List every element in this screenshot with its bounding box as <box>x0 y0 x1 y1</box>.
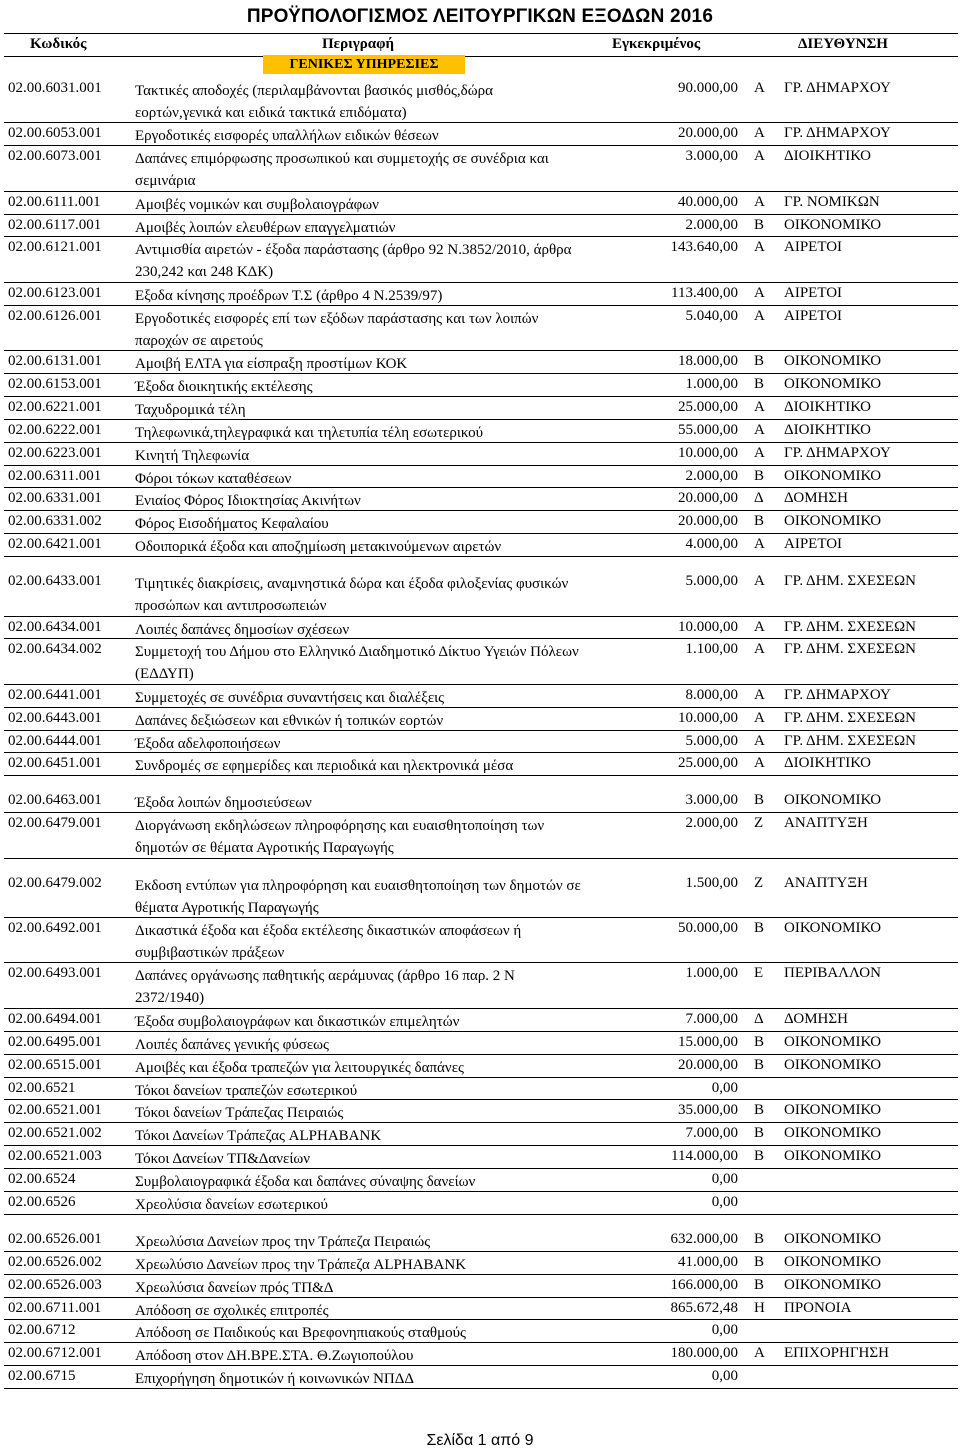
row-category: Η <box>754 1299 765 1316</box>
row-amount: 7.000,00 <box>685 1125 738 1142</box>
row-category: Ε <box>754 965 764 982</box>
row-description: Φόροι τόκων καταθέσεων <box>135 470 292 487</box>
row-directorate: ΔΙΟΙΚΗΤΙΚΟ <box>784 421 871 438</box>
row-amount: 113.400,00 <box>671 284 738 301</box>
row-code: 02.00.6526.001 <box>8 1230 102 1247</box>
row-description: Τιμητικές διακρίσεις, αναμνηστικά δώρα και έξοδα φιλοξενίας φυσικών προσώπων και αντιπροσωπειών <box>135 576 569 615</box>
row-category: Α <box>754 421 765 438</box>
row-divider <box>4 1214 958 1215</box>
row-directorate: ΔΙΟΙΚΗΤΙΚΟ <box>784 148 871 165</box>
row-code: 02.00.6526 <box>8 1193 76 1210</box>
budget-table-body <box>0 78 960 1389</box>
row-amount: 5.040,00 <box>685 307 738 324</box>
row-description: Αντιμισθία αιρετών - έξοδα παράστασης (άρθρο 92 Ν.3852/2010, άρθρα 230,242 και 248 ΚΔΚ) <box>135 242 572 281</box>
row-amount: 10.000,00 <box>678 618 738 635</box>
table-row <box>0 731 960 754</box>
row-code: 02.00.6331.001 <box>8 490 102 507</box>
row-description: Χρεωλύσιο Δανείων προς την Τράπεζα ALPHABANK <box>135 1256 467 1273</box>
row-directorate: ΑΝΑΠΤΥΞΗ <box>784 815 868 832</box>
row-code: 02.00.6479.002 <box>8 874 102 891</box>
table-row <box>0 283 960 306</box>
table-row <box>0 1009 960 1032</box>
row-directorate: ΓΡ. ΔΗΜΑΡΧΟΥ <box>784 444 891 461</box>
row-description: Έξοδα συμβολαιογράφων και δικαστικών επιμελητών <box>135 1013 460 1030</box>
row-description: Εκδοση εντύπων για πληροφόρηση και ευαισθητοποίηση των δημοτών σε θέματα Αγροτικής Παραγωγής <box>135 877 581 916</box>
row-amount: 114.000,00 <box>671 1148 738 1165</box>
row-code: 02.00.6126.001 <box>8 307 102 324</box>
row-code: 02.00.6495.001 <box>8 1033 102 1050</box>
row-amount: 10.000,00 <box>678 709 738 726</box>
table-row <box>0 1100 960 1123</box>
row-category: Β <box>754 1253 765 1270</box>
row-directorate: ΑΙΡΕΤΟΙ <box>784 307 843 324</box>
row-description: Χρεωλύσια Δανείων προς την Τράπεζα Πειραιώς <box>135 1233 431 1250</box>
row-description: Τόκοι Δανείων Τράπεζας ALPHABANK <box>135 1128 382 1145</box>
row-directorate: ΟΙΚΟΝΟΜΙΚΟ <box>784 1230 882 1247</box>
row-code: 02.00.6526.002 <box>8 1253 102 1270</box>
row-category: Α <box>754 148 765 165</box>
table-row <box>0 1192 960 1215</box>
table-row <box>0 443 960 466</box>
table-row <box>0 1275 960 1298</box>
row-description: Εργοδοτικές εισφορές επί των εξόδων παράστασης και των λοιπών παροχών σε αιρετούς <box>135 310 539 349</box>
row-code: 02.00.6715 <box>8 1368 76 1385</box>
row-amount: 18.000,00 <box>678 353 738 370</box>
row-directorate: ΔΟΜΗΣΗ <box>784 1010 848 1027</box>
row-directorate: ΟΙΚΟΝΟΜΙΚΟ <box>784 353 882 370</box>
table-row <box>0 1252 960 1275</box>
row-amount: 1.000,00 <box>685 965 738 982</box>
page-title: ΠΡΟΫΠΟΛΟΓΙΣΜΟΣ ΛΕΙΤΟΥΡΓΙΚΩΝ ΕΞΟΔΩΝ 2016 <box>246 6 714 27</box>
table-row <box>0 511 960 534</box>
table-row <box>0 685 960 708</box>
row-directorate: ΓΡ. ΔΗΜΑΡΧΟΥ <box>784 686 891 703</box>
row-description: Λοιπές δαπάνες γενικής φύσεως <box>135 1036 329 1053</box>
row-amount: 632.000,00 <box>670 1230 738 1247</box>
table-row <box>0 790 960 813</box>
row-category: Β <box>754 513 765 530</box>
row-directorate: ΟΙΚΟΝΟΜΙΚΟ <box>784 1033 882 1050</box>
row-directorate: ΟΙΚΟΝΟΜΙΚΟ <box>784 1102 882 1119</box>
row-directorate: ΟΙΚΟΝΟΜΙΚΟ <box>784 1056 882 1073</box>
row-code: 02.00.6434.001 <box>8 618 102 635</box>
table-row <box>0 306 960 351</box>
row-description: Αμοιβή ΕΛΤΑ για είσπραξη προστίμων ΚΟΚ <box>135 356 408 373</box>
row-code: 02.00.6451.001 <box>8 755 102 772</box>
row-directorate: ΑΙΡΕΤΟΙ <box>784 239 843 256</box>
row-description: Αμοιβές και έξοδα τραπεζών για λειτουργικές δαπάνες <box>135 1059 464 1076</box>
row-category: Α <box>754 398 765 415</box>
row-category: Β <box>754 920 765 937</box>
table-row <box>0 192 960 215</box>
row-description: Λοιπές δαπάνες δημοσίων σχέσεων <box>135 621 350 638</box>
row-amount: 143.640,00 <box>670 239 738 256</box>
row-description: Τακτικές αποδοχές (περιλαμβάνονται βασικός μισθός,δώρα εορτών,γενικά και ειδικά τακτικά επιδόματα) <box>135 83 493 121</box>
row-description: Συμμετοχή του Δήμου στο Ελληνικό Διαδημοτικό Δίκτυο Υγειών Πόλεων (ΕΔΔΥΠ) <box>135 644 579 683</box>
row-code: 02.00.6434.002 <box>8 641 102 658</box>
row-description: Εξοδα κίνησης προέδρων Τ.Σ (άρθρο 4 Ν.2539/97) <box>135 287 443 304</box>
row-code: 02.00.6311.001 <box>8 467 102 484</box>
row-directorate: ΟΙΚΟΝΟΜΙΚΟ <box>784 216 882 233</box>
row-amount: 20.000,00 <box>678 513 738 530</box>
row-description: Έξοδα αδελφοποιήσεων <box>135 735 281 752</box>
row-amount: 20.000,00 <box>678 125 738 142</box>
row-description: Τηλεφωνικά,τηλεγραφικά και τηλετυπία τέλη εσωτερικού <box>135 424 484 441</box>
row-directorate: ΓΡ. ΔΗΜΑΡΧΟΥ <box>784 125 891 142</box>
row-description: Απόδοση στον ΔΗ.ΒΡΕ.ΣΤΑ. Θ.Ζωγιοπούλου <box>135 1348 414 1365</box>
row-directorate: ΟΙΚΟΝΟΜΙΚΟ <box>784 1125 882 1142</box>
row-description: Οδοιπορικά έξοδα και αποζημίωση μετακινούμενων αιρετών <box>135 539 502 556</box>
row-code: 02.00.6221.001 <box>8 398 102 415</box>
row-description: Εργοδοτικές εισφορές υπαλλήλων ειδικών θέσεων <box>135 128 439 145</box>
table-row <box>0 78 960 123</box>
table-row <box>0 1055 960 1078</box>
row-amount: 8.000,00 <box>685 686 738 703</box>
row-category: Α <box>754 573 765 590</box>
row-category: Α <box>754 755 765 772</box>
row-directorate: ΑΙΡΕΤΟΙ <box>784 284 843 301</box>
row-amount: 7.000,00 <box>685 1010 738 1027</box>
row-description: Χρεολύσια δανείων εσωτερικού <box>135 1196 328 1213</box>
row-category: Α <box>754 284 765 301</box>
row-directorate: ΟΙΚΟΝΟΜΙΚΟ <box>784 920 882 937</box>
row-description: Συνδρομές σε εφημερίδες και περιοδικά και ηλεκτρονικά μέσα <box>135 758 514 775</box>
row-description: Δικαστικά έξοδα και έξοδα εκτέλεσης δικαστικών αποφάσεων ή συμβιβαστικών πράξεων <box>135 923 522 962</box>
row-code: 02.00.6463.001 <box>8 792 102 809</box>
row-divider <box>4 556 958 557</box>
row-directorate: ΓΡ. ΔΗΜ. ΣΧΕΣΕΩΝ <box>784 573 916 590</box>
row-amount: 20.000,00 <box>678 490 738 507</box>
row-category: Α <box>754 536 765 553</box>
row-amount: 0,00 <box>711 1368 738 1385</box>
header-code: Κωδικός <box>30 36 87 52</box>
row-description: Τόκοι δανείων τραπεζών εσωτερικού <box>135 1082 358 1099</box>
header-description: Περιγραφή <box>322 36 395 52</box>
row-code: 02.00.6421.001 <box>8 536 102 553</box>
table-row <box>0 1229 960 1252</box>
row-directorate: ΔΟΜΗΣΗ <box>784 490 848 507</box>
row-description: Απόδοση σε σχολικές επιτροπές <box>135 1302 329 1319</box>
table-row <box>0 397 960 420</box>
row-code: 02.00.6223.001 <box>8 444 102 461</box>
row-amount: 0,00 <box>711 1193 738 1210</box>
row-code: 02.00.6123.001 <box>8 284 102 301</box>
row-category: Α <box>754 239 765 256</box>
row-description: Φόρος Εισοδήματος Κεφαλαίου <box>135 516 329 533</box>
row-directorate: ΟΙΚΟΝΟΜΙΚΟ <box>784 513 882 530</box>
table-row <box>0 1146 960 1169</box>
row-amount: 2.000,00 <box>685 216 738 233</box>
row-description: Συμμετοχές σε συνέδρια συναντήσεις και διαλέξεις <box>135 689 445 706</box>
row-code: 02.00.6443.001 <box>8 709 102 726</box>
table-row <box>0 571 960 616</box>
row-directorate: ΕΠΙΧΟΡΗΓΗΣΗ <box>784 1345 889 1362</box>
row-code: 02.00.6433.001 <box>8 573 102 590</box>
row-directorate: ΟΙΚΟΝΟΜΙΚΟ <box>784 1253 882 1270</box>
row-amount: 15.000,00 <box>678 1033 738 1050</box>
row-directorate: ΓΡ. ΔΗΜΑΡΧΟΥ <box>784 80 891 96</box>
row-amount: 55.000,00 <box>678 421 738 438</box>
row-category: Β <box>754 1056 765 1073</box>
row-code: 02.00.6526.003 <box>8 1276 102 1293</box>
row-amount: 50.000,00 <box>678 920 738 937</box>
row-description: Αμοιβές λοιπών ελευθέρων επαγγελματιών <box>135 219 396 236</box>
row-code: 02.00.6153.001 <box>8 376 102 393</box>
row-description: Ενιαίος Φόρος Ιδιοκτησίας Ακινήτων <box>135 493 361 510</box>
row-amount: 25.000,00 <box>678 398 738 415</box>
table-row <box>0 1343 960 1366</box>
row-code: 02.00.6031.001 <box>8 80 102 96</box>
row-divider <box>4 858 958 859</box>
row-amount: 10.000,00 <box>678 444 738 461</box>
row-directorate: ΓΡ. ΔΗΜ. ΣΧΕΣΕΩΝ <box>784 709 916 726</box>
row-amount: 0,00 <box>711 1322 738 1339</box>
row-code: 02.00.6222.001 <box>8 421 102 438</box>
table-row <box>0 873 960 918</box>
row-category: Α <box>754 444 765 461</box>
row-directorate: ΟΙΚΟΝΟΜΙΚΟ <box>784 1148 882 1165</box>
row-description: Απόδοση σε Παιδικούς και Βρεφονηπιακούς σταθμούς <box>135 1325 466 1342</box>
row-amount: 90.000,00 <box>678 80 738 96</box>
row-amount: 0,00 <box>711 1171 738 1188</box>
row-category: Β <box>754 1033 765 1050</box>
row-directorate: ΑΝΑΠΤΥΞΗ <box>784 874 868 891</box>
row-category: Α <box>754 307 765 324</box>
row-category: Β <box>754 467 765 484</box>
row-category: Δ <box>754 1010 764 1027</box>
row-directorate: ΑΙΡΕΤΟΙ <box>784 536 843 553</box>
row-directorate: ΓΡ. ΔΗΜ. ΣΧΕΣΕΩΝ <box>784 618 916 635</box>
row-directorate: ΟΙΚΟΝΟΜΙΚΟ <box>784 467 882 484</box>
row-category: Β <box>754 1276 765 1293</box>
row-code: 02.00.6515.001 <box>8 1056 102 1073</box>
row-amount: 3.000,00 <box>685 792 738 809</box>
row-description: Έξοδα λοιπών δημοσιεύσεων <box>135 795 312 812</box>
row-code: 02.00.6521.001 <box>8 1102 102 1119</box>
table-row <box>0 534 960 557</box>
row-amount: 865.672,48 <box>670 1299 738 1316</box>
table-row <box>0 813 960 858</box>
row-directorate: ΠΕΡΙΒΑΛΛΟΝ <box>784 965 881 982</box>
row-amount: 2.000,00 <box>685 467 738 484</box>
row-code: 02.00.6131.001 <box>8 353 102 370</box>
row-description: Επιχορήγηση δημοτικών ή κοινωνικών ΝΠΔΔ <box>135 1371 415 1388</box>
row-amount: 20.000,00 <box>678 1056 738 1073</box>
row-amount: 41.000,00 <box>678 1253 738 1270</box>
row-category: Β <box>754 1102 765 1119</box>
row-amount: 4.000,00 <box>685 536 738 553</box>
table-row <box>0 753 960 776</box>
table-row <box>0 1032 960 1055</box>
row-amount: 3.000,00 <box>685 148 738 165</box>
header-approved: Εγκεκριμένος <box>612 36 701 52</box>
row-amount: 166.000,00 <box>670 1276 738 1293</box>
row-description: Διοργάνωση εκδηλώσεων πληροφόρησης και ευαισθητοποίηση των δημοτών σε θέματα Αγροτικής Παραγωγής <box>135 818 545 857</box>
row-directorate: ΓΡ. ΔΗΜ. ΣΧΕΣΕΩΝ <box>784 732 916 749</box>
row-category: Β <box>754 353 765 370</box>
table-row <box>0 374 960 397</box>
row-description: Κινητή Τηλεφωνία <box>135 447 250 464</box>
row-code: 02.00.6494.001 <box>8 1010 102 1027</box>
row-category: Β <box>754 1230 765 1247</box>
row-amount: 1.100,00 <box>685 641 738 658</box>
row-directorate: ΔΙΟΙΚΗΤΙΚΟ <box>784 755 871 772</box>
row-description: Χρεωλύσια δανείων πρός ΤΠ&Δ <box>135 1279 334 1296</box>
page-footer: Σελίδα 1 από 9 <box>426 1432 534 1449</box>
row-category: Β <box>754 1125 765 1142</box>
row-category: Α <box>754 709 765 726</box>
row-code: 02.00.6111.001 <box>8 193 101 210</box>
row-category: Β <box>754 1148 765 1165</box>
row-category: Β <box>754 792 765 809</box>
row-directorate: ΟΙΚΟΝΟΜΙΚΟ <box>784 1276 882 1293</box>
row-description: Ταχυδρομικά τέλη <box>135 401 246 418</box>
row-code: 02.00.6493.001 <box>8 965 102 982</box>
table-row <box>0 1320 960 1343</box>
row-category: Α <box>754 686 765 703</box>
row-description: Τόκοι Δανείων ΤΠ&Δανείων <box>135 1151 311 1168</box>
row-description: Τόκοι δανείων Τράπεζας Πειραιώς <box>135 1105 344 1122</box>
table-row <box>0 237 960 282</box>
table-row <box>0 488 960 511</box>
table-row <box>0 617 960 640</box>
table-row <box>0 351 960 374</box>
row-amount: 5.000,00 <box>685 573 738 590</box>
row-code: 02.00.6521 <box>8 1079 76 1096</box>
table-row <box>0 639 960 684</box>
header-directorate: ΔΙΕΥΘΥΝΣΗ <box>798 36 888 52</box>
row-directorate: ΔΙΟΙΚΗΤΙΚΟ <box>784 398 871 415</box>
row-category: Α <box>754 125 765 142</box>
row-directorate: ΟΙΚΟΝΟΜΙΚΟ <box>784 376 882 393</box>
row-code: 02.00.6444.001 <box>8 732 102 749</box>
row-code: 02.00.6712.001 <box>8 1345 102 1362</box>
row-amount: 180.000,00 <box>670 1345 738 1362</box>
table-row <box>0 1169 960 1192</box>
table-row <box>0 1298 960 1321</box>
row-code: 02.00.6117.001 <box>8 216 102 233</box>
row-code: 02.00.6521.003 <box>8 1148 102 1165</box>
row-directorate: ΓΡ. ΝΟΜΙΚΩΝ <box>784 193 880 210</box>
table-header <box>4 33 958 57</box>
row-amount: 40.000,00 <box>678 193 738 210</box>
row-code: 02.00.6712 <box>8 1322 76 1339</box>
row-description: Δαπάνες δεξιώσεων και εθνικών ή τοπικών εορτών <box>135 712 444 729</box>
row-category: Α <box>754 1345 765 1362</box>
row-amount: 2.000,00 <box>685 815 738 832</box>
table-row <box>0 1123 960 1146</box>
row-amount: 0,00 <box>711 1079 738 1096</box>
row-code: 02.00.6331.002 <box>8 513 102 530</box>
section-heading: ΓΕΝΙΚΕΣ ΥΠΗΡΕΣΙΕΣ <box>263 55 465 74</box>
row-code: 02.00.6053.001 <box>8 125 102 142</box>
row-category: Α <box>754 618 765 635</box>
row-description: Δαπάνες επιμόρφωσης προσωπικού και συμμετοχής σε συνέδρια και σεμινάρια <box>135 151 549 190</box>
row-description: Αμοιβές νομικών και συμβολαιογράφων <box>135 196 379 213</box>
row-category: Β <box>754 376 765 393</box>
table-row <box>0 918 960 963</box>
table-row <box>0 123 960 146</box>
row-code: 02.00.6121.001 <box>8 239 102 256</box>
row-description: Συμβολαιογραφικά έξοδα και δαπάνες σύναψης δανείων <box>135 1174 476 1191</box>
row-code: 02.00.6479.001 <box>8 815 102 832</box>
row-amount: 1.500,00 <box>685 874 738 891</box>
row-category: Α <box>754 80 765 96</box>
row-code: 02.00.6492.001 <box>8 920 102 937</box>
row-code: 02.00.6521.002 <box>8 1125 102 1142</box>
row-amount: 35.000,00 <box>678 1102 738 1119</box>
row-code: 02.00.6524 <box>8 1171 76 1188</box>
table-row <box>0 963 960 1008</box>
row-divider <box>4 775 958 776</box>
row-description: Δαπάνες οργάνωσης παθητικής αεράμυνας (άρθρο 16 παρ. 2 Ν 2372/1940) <box>135 968 515 1007</box>
row-directorate: ΟΙΚΟΝΟΜΙΚΟ <box>784 792 882 809</box>
table-row <box>0 146 960 191</box>
row-amount: 1.000,00 <box>685 376 738 393</box>
table-row <box>0 466 960 489</box>
table-row <box>0 420 960 443</box>
row-amount: 5.000,00 <box>685 732 738 749</box>
row-category: Α <box>754 193 765 210</box>
row-category: Β <box>754 216 765 233</box>
row-divider <box>4 1388 958 1389</box>
table-row <box>0 708 960 731</box>
row-category: Δ <box>754 490 764 507</box>
row-amount: 25.000,00 <box>678 755 738 772</box>
row-description: Έξοδα διοικητικής εκτέλεσης <box>135 379 313 396</box>
table-row <box>0 215 960 238</box>
row-category: Ζ <box>754 815 764 832</box>
row-code: 02.00.6073.001 <box>8 148 102 165</box>
row-code: 02.00.6441.001 <box>8 686 102 703</box>
row-category: Α <box>754 641 765 658</box>
row-category: Α <box>754 732 765 749</box>
row-category: Ζ <box>754 874 764 891</box>
row-code: 02.00.6711.001 <box>8 1299 102 1316</box>
table-row <box>0 1078 960 1101</box>
table-row <box>0 1366 960 1389</box>
row-directorate: ΓΡ. ΔΗΜ. ΣΧΕΣΕΩΝ <box>784 641 916 658</box>
row-directorate: ΠΡΟΝΟΙΑ <box>784 1299 852 1316</box>
